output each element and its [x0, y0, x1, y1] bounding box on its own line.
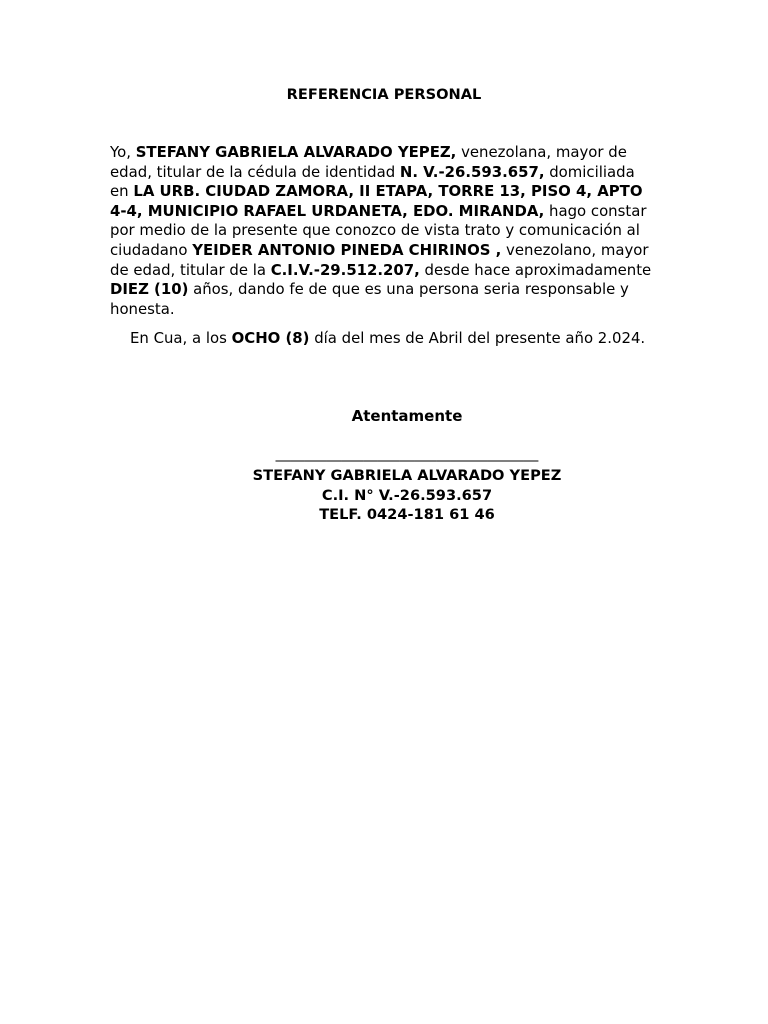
referenced-person-name: YEIDER ANTONIO PINEDA CHIRINOS , — [192, 240, 502, 259]
body-text: domiciliada en — [110, 162, 635, 201]
body-paragraph — [110, 143, 652, 319]
body-text: años, dando fe de que es una persona seria responsable y honesta. — [110, 280, 629, 318]
date-text: día del mes de Abril del presente año 2.024. — [309, 329, 646, 347]
date-text: En Cua, a los — [130, 329, 232, 347]
body-text: Yo, — [110, 143, 136, 161]
signer-name: STEFANY GABRIELA ALVARADO YEPEZ — [252, 467, 562, 484]
date-paragraph — [110, 329, 652, 349]
date-day: OCHO (8) — [231, 329, 310, 347]
years-known: DIEZ (10) — [110, 280, 189, 299]
author-name: STEFANY GABRIELA ALVARADO YEPEZ, — [135, 143, 457, 161]
signature-line: ____________________________________ — [275, 449, 539, 462]
signer-phone: TELF. 0424-181 61 46 — [319, 506, 495, 524]
document-title: REFERENCIA PERSONAL — [286, 86, 482, 103]
author-id-number: N. V.-26.593.657, — [399, 162, 545, 181]
body-text: desde hace aproximadamente — [419, 260, 652, 279]
signature-block — [244, 449, 570, 525]
body-text: venezolana, mayor de edad, titular de la cédula de identidad — [110, 143, 627, 181]
referenced-person-id: C.I.V.-29.512.207, — [270, 260, 420, 279]
body-text: hago constar por medio de la presente que conozco de vista trato y comunicación al ciudadano — [110, 201, 647, 259]
signer-id: C.I. N° V.-26.593.657 — [321, 486, 493, 504]
body-text: venezolano, mayor de edad, titular de la — [110, 240, 649, 279]
author-address: LA URB. CIUDAD ZAMORA, II ETAPA, TORRE 13, PISO 4, APTO 4-4, MUNICIPIO RAFAEL URDANETA, EDO. MIRANDA, — [110, 182, 643, 220]
closing-salutation: Atentamente — [351, 407, 463, 425]
